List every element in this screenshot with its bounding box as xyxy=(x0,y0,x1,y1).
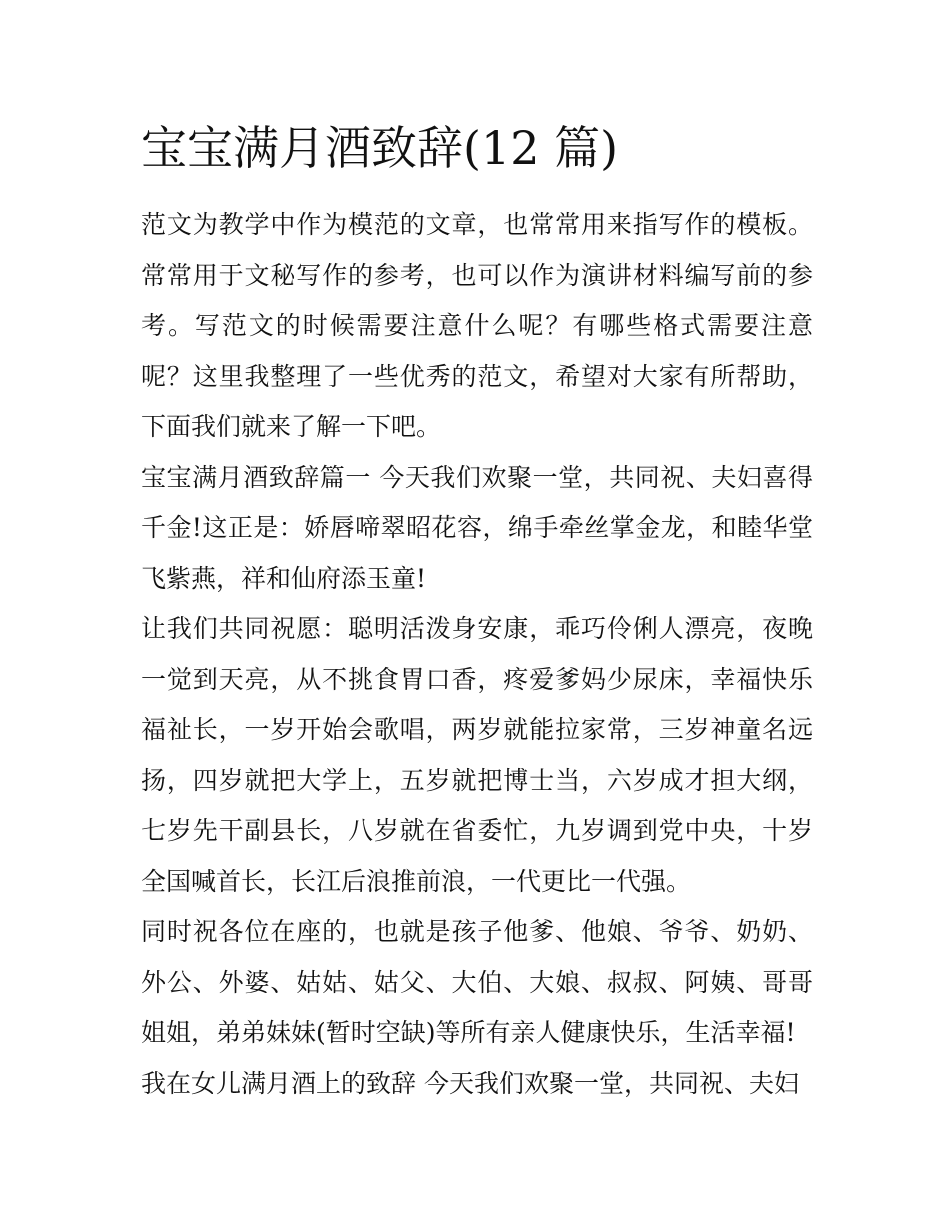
paragraph-speech-one: 宝宝满月酒致辞篇一 今天我们欢聚一堂，共同祝、夫妇喜得千金!这正是：娇唇啼翠昭花容，绵手牵丝掌金龙，和睦华堂飞紫燕，祥和仙府添玉童! xyxy=(141,462,813,593)
paragraph-daughter-speech: 我在女儿满月酒上的致辞 今天我们欢聚一堂，共同祝、夫妇 xyxy=(141,1068,799,1098)
paragraph-intro: 范文为教学中作为模范的文章，也常常用来指写作的模板。常常用于文秘写作的参考，也可以作为演讲材料编写前的参考。写范文的时候需要注意什么呢？有哪些格式需要注意呢？这里我整理了一些优秀的范文，希望对大家有所帮助，下面我们就来了解一下吧。 xyxy=(141,210,813,441)
document-body xyxy=(141,118,813,1109)
document-title: 宝宝满月酒致辞(12 篇) xyxy=(141,121,619,175)
paragraph-family-blessing: 同时祝各位在座的，也就是孩子他爹、他娘、爷爷、奶奶、外公、外婆、姑姑、姑父、大伯、大娘、叔叔、阿姨、哥哥姐姐，弟弟妹妹(暂时空缺)等所有亲人健康快乐，生活幸福! xyxy=(141,917,813,1047)
paragraph-wishes: 让我们共同祝愿：聪明活泼身安康，乖巧伶俐人漂亮，夜晚一觉到天亮，从不挑食胃口香，疼爱爹妈少尿床，幸福快乐福祉长，一岁开始会歌唱，两岁就能拉家常，三岁神童名远扬，四岁就把大学上，五岁就把博士当，六岁成才担大纲，七岁先干副县长，八岁就在省委忙，九岁调到党中央，十岁全国喊首长，长江后浪推前浪，一代更比一代强。 xyxy=(141,614,813,896)
